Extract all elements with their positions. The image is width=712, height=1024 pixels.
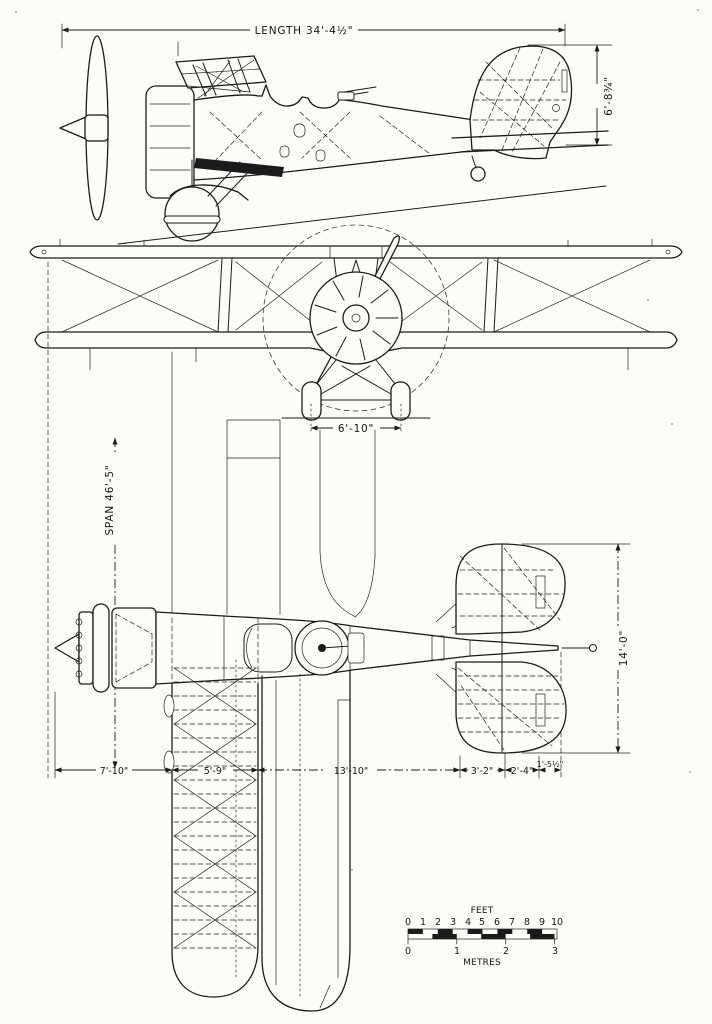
feet-label: FEET — [470, 906, 494, 916]
metres-label: METRES — [463, 958, 501, 968]
svg-text:2: 2 — [434, 917, 442, 928]
front-cockpit — [244, 624, 292, 672]
span-label: SPAN 46'-5" — [104, 464, 116, 536]
svg-text:10: 10 — [550, 917, 564, 928]
length-dimension — [62, 24, 565, 48]
scale-bar — [405, 906, 563, 968]
svg-text:6: 6 — [493, 917, 501, 928]
tail-skid-end — [590, 645, 597, 652]
tailplane-span-label: 14'-0" — [618, 629, 630, 667]
leading-edge-fitting — [164, 695, 174, 717]
chain-dim-3: 13'-10" — [333, 766, 369, 777]
tail-wheel-side — [471, 156, 485, 181]
scale-bands — [408, 929, 557, 944]
svg-text:8: 8 — [523, 917, 531, 928]
chain-dim-1: 7'-10" — [99, 766, 129, 777]
lower-wing-side — [194, 158, 284, 177]
access-panel — [316, 150, 325, 161]
length-label: LENGTH 34'-4½" — [254, 25, 354, 37]
svg-text:4: 4 — [464, 917, 472, 928]
svg-text:3: 3 — [551, 946, 559, 957]
engine-cowl-plan — [112, 608, 156, 688]
chain-dim-4: 3'-2" — [470, 766, 494, 777]
access-panel — [280, 146, 289, 157]
spinner-cone — [60, 117, 86, 139]
front-view — [30, 225, 682, 435]
propeller-side — [60, 36, 108, 220]
feet-tick-numbers — [405, 917, 563, 928]
side-view — [60, 24, 615, 244]
access-panel — [294, 124, 305, 137]
wheel-track-dimension — [311, 404, 401, 435]
plan-view — [55, 544, 630, 1011]
propeller-blade-plan — [93, 604, 109, 692]
upper-wing-front — [30, 239, 682, 258]
left-wheel — [302, 382, 321, 420]
right-wheel — [391, 382, 410, 420]
svg-text:0: 0 — [404, 946, 412, 957]
chain-dim-6: 1'-5½" — [536, 760, 564, 769]
svg-text:0: 0 — [404, 917, 412, 928]
tailplane-upper-lobe — [456, 544, 565, 634]
wheel-track-label: 6'-10" — [337, 423, 375, 435]
lower-wing-plan — [262, 670, 350, 1011]
nose-plan — [55, 604, 156, 692]
rear-decking — [348, 633, 364, 663]
gun-mount — [338, 92, 354, 100]
wingtip-skid — [320, 985, 330, 1008]
span-dimension — [104, 438, 116, 768]
svg-text:2: 2 — [502, 946, 510, 957]
chain-dim-5: 2'-4" — [510, 766, 534, 777]
engine-side — [146, 86, 194, 198]
chain-dim-2: 5'-9" — [203, 766, 227, 777]
svg-text:1: 1 — [419, 917, 427, 928]
metre-tick-numbers — [405, 946, 558, 957]
svg-text:1: 1 — [453, 946, 461, 957]
engine-front — [310, 272, 402, 364]
svg-text:9: 9 — [538, 917, 546, 928]
tail-height-label: 6'-8¾" — [603, 76, 615, 116]
spinner-plan — [55, 634, 79, 662]
tail-fin-side — [452, 46, 608, 159]
svg-text:5: 5 — [478, 917, 486, 928]
svg-text:3: 3 — [449, 917, 457, 928]
spinner-front — [343, 305, 369, 331]
prop-hub — [85, 115, 108, 141]
svg-text:7: 7 — [508, 917, 516, 928]
paper-specks — [15, 9, 699, 871]
